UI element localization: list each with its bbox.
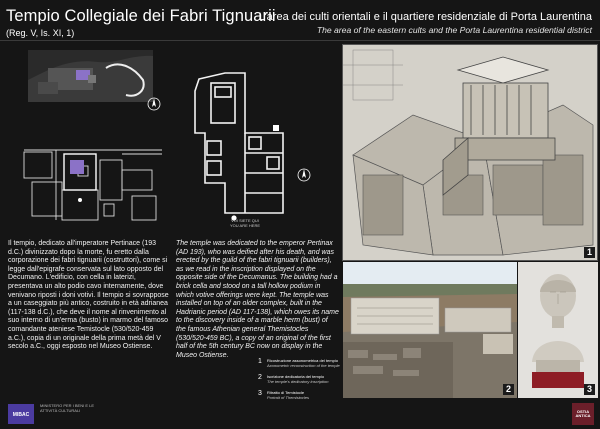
caption-number: 3 (258, 390, 262, 397)
page-title: Tempio Collegiale dei Fabri Tignuarii (6, 7, 276, 25)
caption-text (267, 390, 309, 400)
caption-it: Ricostruzione assonometrica del tempio (267, 358, 338, 363)
page-subtitle: (Reg. V, Is. XI, 1) (6, 28, 75, 38)
you-are-here-en: YOU ARE HERE (230, 223, 261, 229)
area-plan (22, 100, 172, 230)
area-title-it: L'area dei culti orientali e il quartiere residenziale di Porta Laurentina (258, 11, 592, 23)
photo-reconstruction (342, 44, 598, 261)
photo-themistocles (518, 262, 598, 398)
caption-item (258, 374, 340, 384)
caption-en: The temple's dedicatory inscription (267, 379, 329, 384)
site-map (28, 50, 153, 102)
caption-number: 1 (258, 358, 262, 365)
caption-text (267, 358, 340, 368)
caption-item (258, 358, 340, 368)
mibac-logo-text: MIBAC (12, 412, 30, 418)
area-title-en: The area of the eastern cults and the Porta Laurentina residential district (316, 25, 592, 35)
ministry-name: MINISTERO PER I BENI E LE ATTIVITÀ CULTURALI (40, 403, 95, 413)
caption-number: 2 (258, 374, 262, 381)
description-italian: Il tempio, dedicato all'imperatore Pertinace (193 d.C.) divinizzato dopo la morte, fu eretto dalla corporazione dei fabri tignuarii (costruttori), come si legge dall'epigrafe conservata sul lato opposto del Decumano. L'edificio, con cella in laterizi, presentava un alto podio cavo internamente, dove venivano riposti i doni votivi. Il tempio si sovrappose a un caseggiato più antico, costruito in età adrianea (117-138 d.C.), che deve il nome al rinvenimento al suo interno di un'erma (busto) in marmo del famoso comandante ateniese Temistocle (530/520-459 a.C.), copia di un originale della prima metà del V secolo a.C., oggi esposto nel Museo Ostiense. (8, 240, 169, 351)
temple-detail-plan (185, 63, 305, 231)
photo-captions (258, 358, 340, 406)
photo-number-badge: 2 (503, 384, 514, 395)
inscription-photo (343, 262, 517, 398)
north-arrow-icon (297, 168, 311, 182)
description-english: The temple was dedicated to the emperor Pertinax (AD 193), who was deified after his death, and was erected by the guild of the fabri tignuarii (builders), as we read in the inscription displayed on the opposite side of the Decumanus. The building had a brick cella and stood on a tall hollow podium in which votive offerings were kept. The temple was installed on top of an older complex, built in the Hadrianic period (AD 117-138), which owes its name to the discovery inside of a marble herm (bust) of the famous Athenian general Themistocles (530/520-459 BC), a copy of an original of the first half of the 5th century BC now on display in the Museo Ostiense. (176, 240, 339, 359)
ostia-logo-text: OSTIA ANTICA (575, 409, 591, 419)
caption-en: Axonometric reconstruction of the temple (267, 363, 340, 368)
bust-photo (518, 262, 598, 398)
photo-number-badge: 1 (584, 247, 595, 258)
reconstruction-drawing (343, 45, 598, 261)
caption-text (267, 374, 328, 384)
caption-it: Ritratto di Temistocle (267, 390, 305, 395)
photo-number-badge: 3 (584, 384, 595, 395)
header-divider (0, 40, 600, 41)
photo-inscription (343, 262, 517, 398)
caption-en: Portrait of Themistocles (267, 395, 310, 400)
caption-item (258, 390, 340, 400)
you-are-here-it: VOI SIETE QUI (231, 218, 259, 223)
caption-it: Iscrizione dedicatoria del tempio (267, 374, 325, 379)
you-are-here-label (230, 218, 260, 228)
